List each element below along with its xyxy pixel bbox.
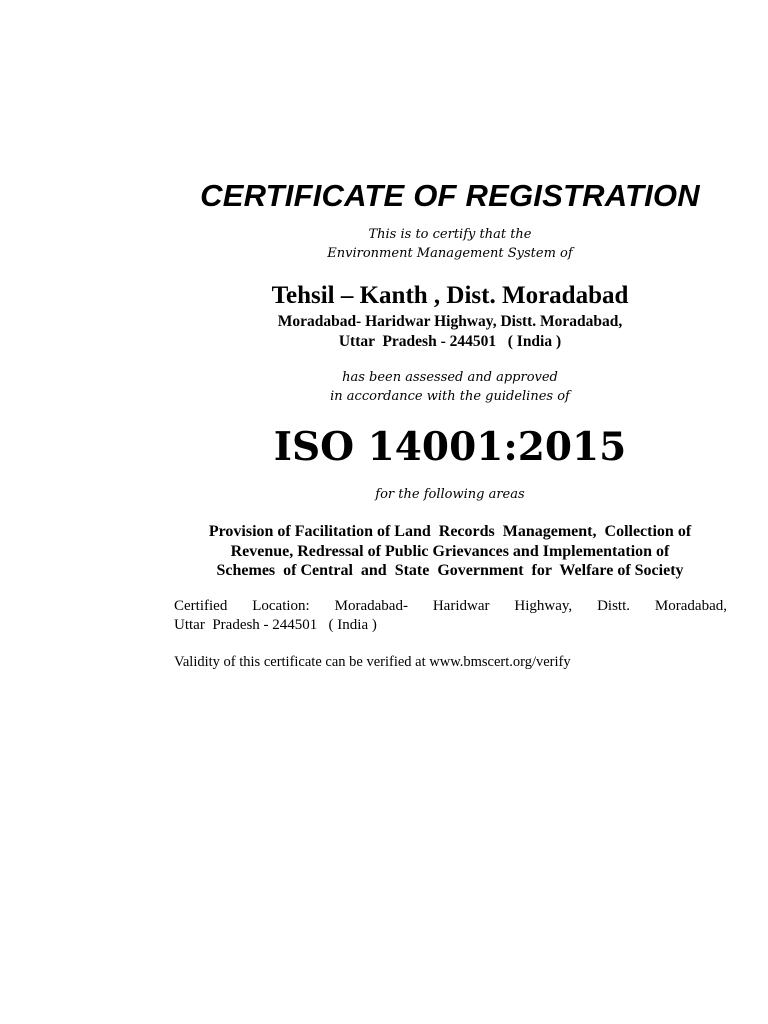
location-line-2: Uttar Pradesh - 244501 ( India ) <box>174 617 377 633</box>
scope-line-3: Schemes of Central and State Government for Welfare of Society <box>216 562 684 579</box>
assessed-line-2: in accordance with the guidelines of <box>330 389 570 404</box>
scope-line-1: Provision of Facilitation of Land Records Management, Collection of <box>208 523 692 540</box>
intro-line-1: This is to certify that the <box>368 227 532 242</box>
assessed-line-1: has been assessed and approved <box>342 370 558 385</box>
scope-line-2: Revenue, Redressal of Public Grievances and Implementation of <box>230 543 670 560</box>
certificate-title: CERTIFICATE OF REGISTRATION <box>200 178 700 213</box>
areas-intro: for the following areas <box>375 487 525 502</box>
location-line-1: Certified Location: Moradabad- Haridwar Highway, Distt. Moradabad, <box>174 598 727 614</box>
intro-line-2: Environment Management System of <box>327 246 573 261</box>
address-line-1: Moradabad- Haridwar Highway, Distt. Moradabad, <box>277 313 623 330</box>
organization-name: Tehsil – Kanth , Dist. Moradabad <box>271 282 629 309</box>
iso-standard: ISO 14001:2015 <box>273 424 627 470</box>
validity-note: Validity of this certificate can be verified at www.bmscert.org/verify <box>174 654 571 670</box>
address-line-2: Uttar Pradesh - 244501 ( India ) <box>338 333 562 350</box>
